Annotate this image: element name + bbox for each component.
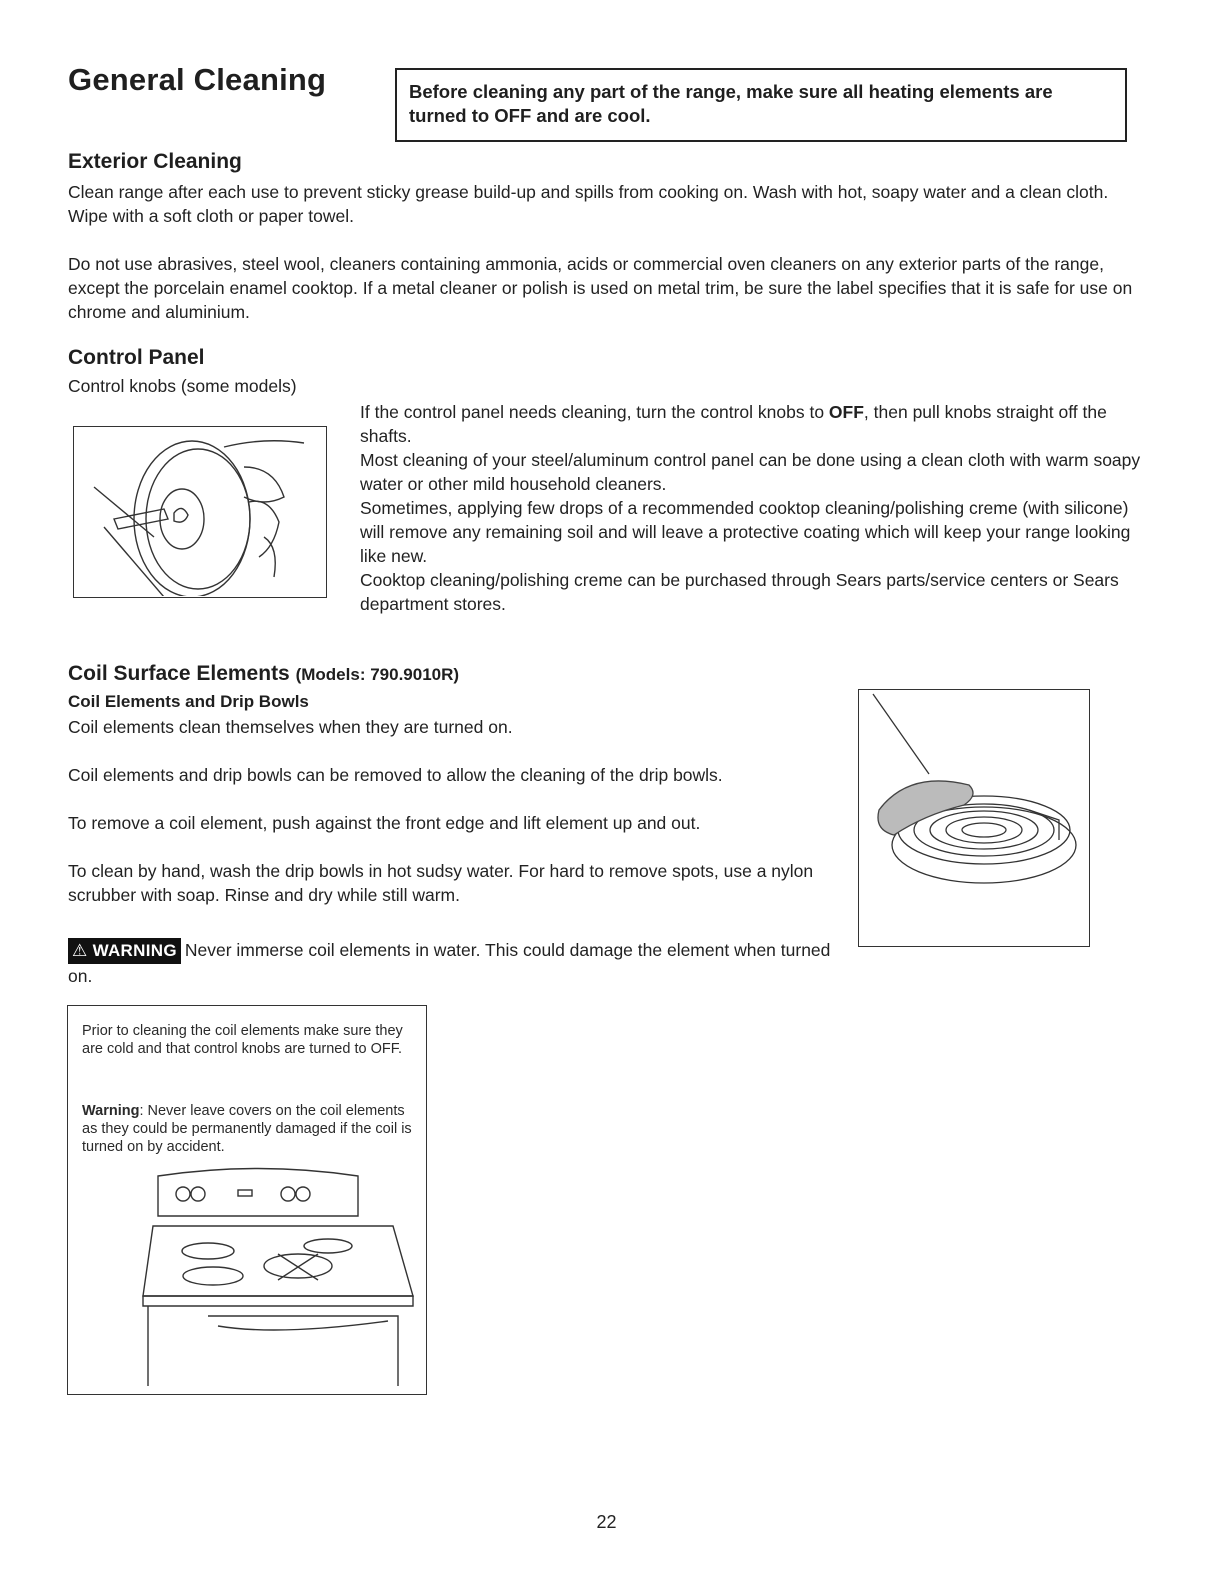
knob-removal-drawing	[74, 427, 325, 596]
coil-para-2: Coil elements and drip bowls can be removed to allow the cleaning of the drip bowls.	[68, 765, 723, 785]
coil-heading-text: Coil Surface Elements	[68, 662, 290, 685]
control-panel-text-before-off: If the control panel needs cleaning, turn the control knobs to	[360, 402, 829, 422]
range-with-covers-drawing	[128, 1156, 418, 1386]
coil-models: (Models: 790.9010R)	[295, 665, 460, 684]
exterior-para-1: Clean range after each use to prevent sticky grease build-up and spills from cooking on. Wash with hot, soapy water and a clean cloth. Wipe with a soft cloth or paper towel.	[68, 182, 1109, 226]
exterior-heading: Exterior Cleaning	[68, 150, 242, 173]
exterior-para-2: Do not use abrasives, steel wool, cleaners containing ammonia, acids or commercial oven cleaners on any exterior parts of the range, except the porcelain enamel cooktop. If a metal cleaner or polish is used on metal trim, be sure the label specifies that it is safe for use on chrome and aluminium.	[68, 254, 1133, 322]
coil-para-1: Coil elements clean themselves when they are turned on.	[68, 717, 513, 737]
control-panel-para-2: Most cleaning of your steel/aluminum control panel can be done using a clean cloth with warm soapy water or other mild household cleaners.	[360, 450, 1141, 494]
page-number: 22	[596, 1512, 617, 1532]
control-panel-subheading: Control knobs (some models)	[68, 376, 297, 396]
coil-removal-drawing	[859, 690, 1088, 945]
note-para-1: Prior to cleaning the coil elements make sure they are cold and that control knobs are turned to OFF.	[82, 1023, 403, 1057]
control-panel-text-after-off: , then pull knobs straight off the shafts.	[360, 402, 1107, 446]
control-panel-heading: Control Panel	[68, 346, 205, 369]
coil-element-illustration	[858, 689, 1090, 947]
control-panel-para-3: Sometimes, applying few drops of a recommended cooktop cleaning/polishing creme (with silicone) will remove any remaining soil and will leave a protective coating which will keep your range looking like new.	[360, 498, 1131, 566]
note-box	[67, 1005, 427, 1395]
coil-para-4: To clean by hand, wash the drip bowls in hot sudsy water. For hard to remove spots, use a nylon scrubber with soap. Rinse and dry while still warm.	[68, 861, 814, 905]
control-knob-illustration	[73, 426, 327, 598]
warning-badge	[68, 938, 181, 964]
off-word: OFF	[828, 402, 864, 422]
warning-triangle-icon: ⚠	[72, 941, 88, 960]
coil-heading	[68, 662, 459, 686]
note-warning	[82, 1102, 412, 1156]
control-panel-para-1	[360, 400, 1150, 448]
warning-badge-label: WARNING	[92, 941, 177, 960]
control-panel-para-4: Cooktop cleaning/polishing creme can be purchased through Sears parts/service centers or Sears department stores.	[360, 570, 1119, 614]
coil-para-3: To remove a coil element, push against the front edge and lift element up and out.	[68, 813, 701, 833]
note-warning-text: : Never leave covers on the coil elements as they could be permanently damaged if the coil is turned on by accident.	[82, 1103, 412, 1155]
note-warning-label: Warning	[82, 1103, 140, 1119]
page-title: General Cleaning	[68, 62, 327, 97]
coil-warning-text: Never immerse coil elements in water. This could damage the element when turned on.	[68, 940, 831, 986]
coil-warning	[68, 938, 848, 988]
caution-box: Before cleaning any part of the range, make sure all heating elements are turned to OFF and are cool.	[395, 68, 1127, 142]
coil-subheading: Coil Elements and Drip Bowls	[68, 692, 309, 711]
